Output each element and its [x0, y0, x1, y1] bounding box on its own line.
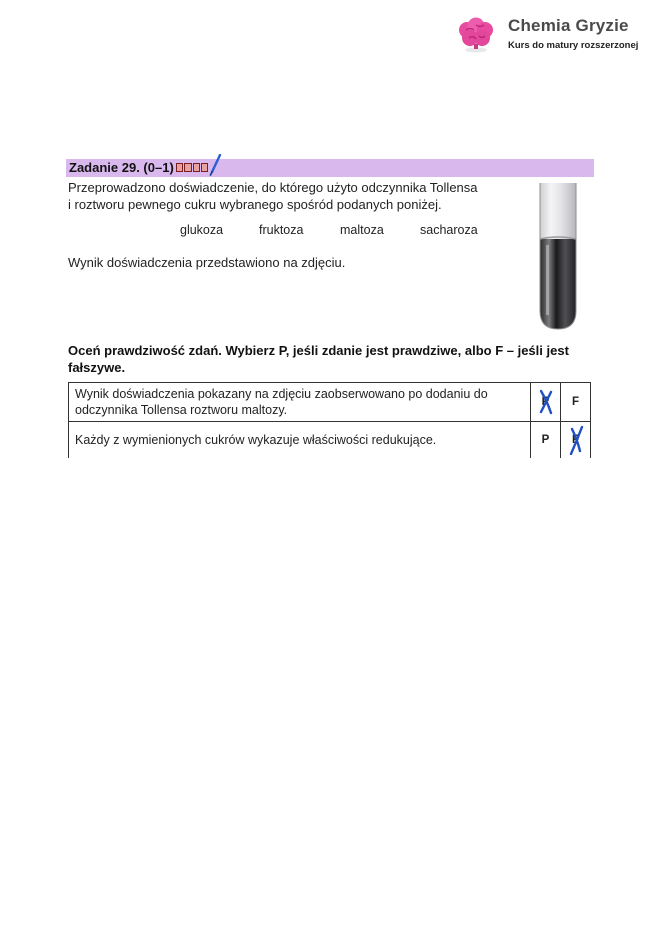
- true-false-table: [68, 382, 591, 458]
- table-row: [69, 422, 591, 459]
- brain-icon: [456, 16, 496, 54]
- option-p[interactable]: [531, 422, 561, 459]
- option-p-label: P: [541, 396, 550, 408]
- pen-icon: [208, 154, 222, 176]
- result-text: Wynik doświadczenia przedstawiono na zdjęciu.: [68, 255, 346, 270]
- task-header: [66, 159, 594, 177]
- task-intro: [68, 179, 508, 213]
- table-row: [69, 383, 591, 422]
- sugar-item: glukoza: [180, 223, 224, 237]
- instruction-text: Oceń prawdziwość zdań. Wybierz P, jeśli zdanie jest prawdziwe, albo F – jeśli jest fałszywe.: [68, 343, 569, 375]
- point-box: [176, 163, 183, 172]
- point-box: [184, 163, 191, 172]
- brand-title: Chemia Gryzie: [508, 16, 629, 35]
- brand-logo: [456, 14, 656, 60]
- point-box: [193, 163, 200, 172]
- task-title: Zadanie 29. (0–1): [69, 160, 174, 175]
- option-f[interactable]: [561, 422, 591, 459]
- sugar-item: sacharoza: [420, 223, 478, 237]
- sugar-item: fruktoza: [259, 223, 304, 237]
- point-box: [201, 163, 208, 172]
- option-f-label: F: [571, 434, 580, 446]
- statement-line: Każdy z wymienionych cukrów wykazuje właściwości redukujące.: [75, 433, 437, 447]
- points-boxes: [176, 163, 208, 172]
- intro-line: Przeprowadzono doświadczenie, do którego użyto odczynnika Tollensa: [68, 180, 478, 195]
- statement-cell: [69, 422, 531, 459]
- option-f[interactable]: [561, 383, 591, 422]
- option-p-label: P: [541, 434, 550, 446]
- statement-line: odczynnika Tollensa roztworu maltozy.: [75, 403, 288, 417]
- brand-subtitle: Kurs do matury rozszerzonej: [508, 40, 639, 51]
- statement-cell: [69, 383, 531, 422]
- intro-line: i roztworu pewnego cukru wybranego spośród podanych poniżej.: [68, 197, 442, 212]
- statement-line: Wynik doświadczenia pokazany na zdjęciu zaobserwowano po dodaniu do: [75, 387, 488, 401]
- option-p[interactable]: [531, 383, 561, 422]
- sugar-item: maltoza: [340, 223, 384, 237]
- option-f-label: F: [571, 396, 580, 408]
- test-tube-photo: [536, 183, 580, 331]
